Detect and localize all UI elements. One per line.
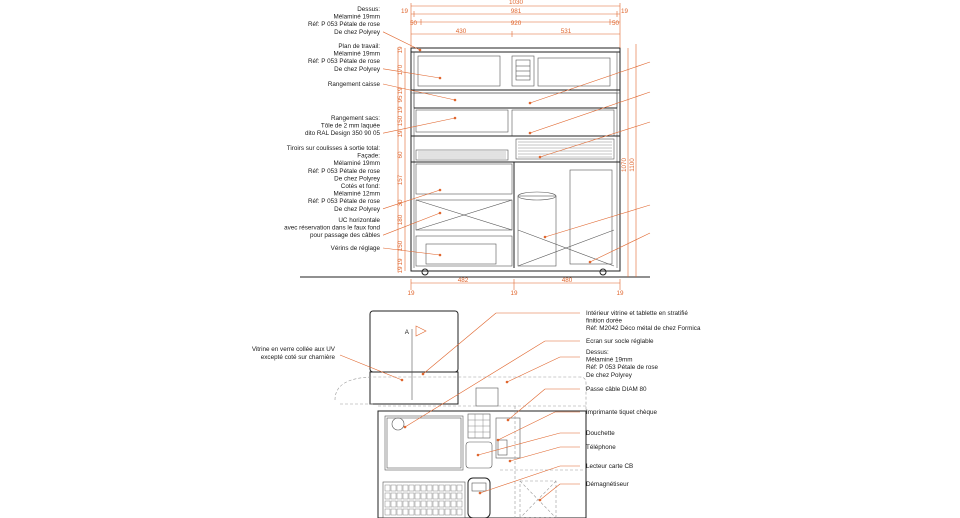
dim-bottom-480: 480 xyxy=(561,277,573,284)
elev-leader-dot-6 xyxy=(439,254,442,257)
elev-label-0-2: Réf: P 053 Pétale de rose xyxy=(308,21,380,29)
dim-left-2: 19 xyxy=(397,87,404,95)
keyboard-key xyxy=(451,501,456,507)
dim-top-19a: 19 xyxy=(400,8,408,15)
dim-top-981: 981 xyxy=(510,8,522,15)
elevation-leaders xyxy=(383,32,456,256)
keyboard-key xyxy=(409,493,414,499)
dim-left-3: 95 xyxy=(397,95,404,103)
elev-leader-dot-2 xyxy=(454,99,457,102)
elev-label-1-2: Réf: P 053 Pétale de rose xyxy=(308,58,380,66)
elev-label-1-3: De chez Polyrey xyxy=(334,65,380,73)
plan-label-2-0: Dessus: xyxy=(586,349,609,356)
keyboard-key xyxy=(409,501,414,507)
foot-right xyxy=(600,269,606,275)
keyboard-key xyxy=(457,509,462,515)
keyboard-key xyxy=(427,485,432,491)
keyboard-key xyxy=(427,493,432,499)
vitrine-label-line-1: excepté coté sur charnière xyxy=(260,354,335,361)
dim-top-1030: 1030 xyxy=(508,0,524,6)
keyboard-key xyxy=(427,509,432,515)
keyboard-key xyxy=(415,493,420,499)
dim-left-5: 150 xyxy=(397,115,404,127)
keyboard-key xyxy=(439,493,444,499)
dim-left-0: 19 xyxy=(397,46,404,54)
keyboard-key xyxy=(439,509,444,515)
plan-label-1-0: Ecran sur socle réglable xyxy=(586,338,654,345)
keyboard-key xyxy=(421,501,426,507)
desk-outline-dashed xyxy=(335,377,586,518)
bag-storage-right xyxy=(512,110,614,136)
keyboard-key xyxy=(457,501,462,507)
dim-left-7: 60 xyxy=(397,151,404,159)
uc-box xyxy=(426,244,496,264)
plan-label-2-1: Mélaminé 19mm xyxy=(586,356,633,364)
keyboard-key xyxy=(421,493,426,499)
plan-label-5-0: Douchette xyxy=(586,430,615,437)
plan-label-7-0: Lecteur carte CB xyxy=(586,463,634,470)
keyboard-key xyxy=(403,501,408,507)
left-dimensions xyxy=(397,46,405,274)
passe-cable-box xyxy=(476,388,498,406)
right-cabinet-door xyxy=(570,170,612,264)
keyboard-key xyxy=(421,485,426,491)
keyboard-key xyxy=(439,485,444,491)
plan-view xyxy=(252,310,701,518)
plan-label-0-2: Réf: M2042 Déco métal de chez Formica xyxy=(586,325,701,333)
dim-top-50b: 50 xyxy=(612,20,620,27)
top-dimensions xyxy=(401,0,629,48)
keyboard-key xyxy=(415,485,420,491)
bin-body xyxy=(518,196,556,266)
elev-leader-dot-5 xyxy=(439,212,442,215)
screen-on-desk xyxy=(418,56,500,86)
keyboard-key xyxy=(451,509,456,515)
dim-left-11: 150 xyxy=(397,240,404,252)
elev-leader-dot-3 xyxy=(454,117,457,120)
keyboard xyxy=(383,482,465,518)
plan-label-0-1: finition dorée xyxy=(586,317,623,325)
drawer-3 xyxy=(416,236,512,266)
right-dimensions xyxy=(621,44,636,277)
keyboard-key xyxy=(403,509,408,515)
dim-bottom-19b: 19 xyxy=(510,290,518,297)
keyboard-key xyxy=(427,501,432,507)
dim-left-1: 170 xyxy=(397,64,404,76)
elev-label-5-1: avec réservation dans le faux fond xyxy=(284,224,380,232)
dim-right-1070: 1070 xyxy=(621,157,628,173)
plan-label-4-0: Imprimante tiquet chèque xyxy=(586,409,658,416)
dim-left-8: 157 xyxy=(397,174,404,186)
keyboard-key xyxy=(409,485,414,491)
elev-label-5-0: UC horizontale xyxy=(338,217,380,224)
elev-label-0-0: Dessus: xyxy=(357,6,380,13)
section-marker-a: A xyxy=(404,329,409,336)
plan-label-2-2: Réf: P 053 Pétale de rose xyxy=(586,364,658,372)
elev-leader-dot-0 xyxy=(419,49,422,52)
keyboard-key xyxy=(403,493,408,499)
bottom-dimensions xyxy=(407,277,624,297)
section-arrow xyxy=(416,326,426,336)
keyboard-key xyxy=(397,485,402,491)
elev-label-3-2: dito RAL Design 350 90 05 xyxy=(304,130,380,138)
keyboard-key xyxy=(445,485,450,491)
keypad-plan xyxy=(468,414,490,438)
keyboard-key xyxy=(391,493,396,499)
elev-label-4-3: Réf: P 053 Pétale de rose xyxy=(308,167,380,175)
elev-label-4-7: Réf: P 053 Pétale de rose xyxy=(308,198,380,206)
drawer-hatch-left xyxy=(416,150,508,160)
keyboard-key xyxy=(457,493,462,499)
elev-leader-dot-4 xyxy=(439,189,442,192)
elev-label-1-1: Mélaminé 19mm xyxy=(333,50,380,58)
dim-left-13: 19 xyxy=(397,266,404,274)
keyboard-key xyxy=(433,501,438,507)
plan-labels xyxy=(586,310,701,488)
card-reader-screen xyxy=(472,483,486,491)
elev-label-0-3: De chez Polyrey xyxy=(334,28,380,36)
plan-label-8-0: Démagnétiseur xyxy=(586,481,629,488)
elev-label-5-2: pour passage des câbles xyxy=(309,232,380,240)
keyboard-key xyxy=(391,509,396,515)
elev-label-3-0: Rangement sacs: xyxy=(330,115,380,122)
keyboard-key xyxy=(385,509,390,515)
keyboard-key xyxy=(445,493,450,499)
keyboard-key xyxy=(397,501,402,507)
dim-left-9: 30 xyxy=(397,199,404,207)
vitrine-label xyxy=(252,346,336,361)
ticket-printer xyxy=(538,58,610,86)
dim-left-10: 180 xyxy=(397,214,404,226)
foot-left xyxy=(422,269,428,275)
elev-leader-2 xyxy=(383,84,455,100)
elev-label-4-1: Façade: xyxy=(357,152,380,160)
plan-label-6-0: Téléphone xyxy=(586,444,616,451)
dim-right-1100: 1100 xyxy=(629,158,636,172)
cable-pass xyxy=(392,418,404,430)
keyboard-key xyxy=(445,509,450,515)
keyboard-key xyxy=(391,501,396,507)
drawer-1 xyxy=(416,164,512,194)
monitor-screen xyxy=(387,418,461,468)
cash-storage xyxy=(414,93,617,108)
dim-bottom-19a: 19 xyxy=(407,290,415,297)
elev-label-4-4: De chez Polyrey xyxy=(334,175,380,183)
keyboard-key xyxy=(415,501,420,507)
keyboard-key xyxy=(385,501,390,507)
keyboard-key xyxy=(385,485,390,491)
keyboard-key xyxy=(397,509,402,515)
keyboard-key xyxy=(457,485,462,491)
plan-label-2-3: De chez Polyrey xyxy=(586,371,632,379)
plan-label-3-0: Passe câble DIAM 80 xyxy=(586,386,647,393)
keyboard-key xyxy=(415,509,420,515)
keyboard-key xyxy=(433,509,438,515)
phone xyxy=(496,418,520,458)
elev-label-4-5: Cotés et fond: xyxy=(340,183,380,190)
dim-bottom-19c: 19 xyxy=(616,290,624,297)
dim-left-4: 19 xyxy=(397,106,404,114)
elev-label-0-1: Mélaminé 19mm xyxy=(333,13,380,21)
keyboard-key xyxy=(385,493,390,499)
keyboard-key xyxy=(433,493,438,499)
dim-top-430: 430 xyxy=(455,28,467,35)
dim-top-50a: 50 xyxy=(410,20,418,27)
elev-label-1-0: Plan de travail: xyxy=(338,43,380,50)
elev-label-6-0: Vérins de réglage xyxy=(330,245,380,252)
plan-label-0-0: Intérieur vitrine et tablette en stratifié xyxy=(586,310,688,317)
dim-left-6: 19 xyxy=(397,130,404,138)
card-reader-plan xyxy=(468,478,490,518)
keyboard-key xyxy=(451,493,456,499)
dim-bottom-482: 482 xyxy=(457,277,469,284)
keyboard-key xyxy=(421,509,426,515)
dim-left-12: 19 xyxy=(397,258,404,266)
vitrine-label-line-0: Vitrine en verre collée aux UV xyxy=(251,346,335,353)
elev-label-2-0: Rangement caisse xyxy=(327,81,380,88)
elev-label-4-8: De chez Polyrey xyxy=(334,205,380,213)
keyboard-key xyxy=(433,485,438,491)
vitrine-top xyxy=(370,311,458,372)
keypad xyxy=(516,60,530,80)
elev-label-4-0: Tiroirs sur coulisses à sortie total: xyxy=(286,145,380,152)
elev-label-4-6: Mélaminé 12mm xyxy=(333,190,380,198)
keyboard-key xyxy=(439,501,444,507)
dim-top-531: 531 xyxy=(560,28,572,35)
keyboard-key xyxy=(451,485,456,491)
elev-label-4-2: Mélaminé 19mm xyxy=(333,160,380,168)
keyboard-key xyxy=(445,501,450,507)
elevation-labels xyxy=(284,6,381,252)
monitor xyxy=(385,416,463,470)
elev-label-3-1: Tôle de 2 mm laquée xyxy=(320,122,380,130)
bag-storage-left xyxy=(416,110,508,132)
dim-top-19b: 19 xyxy=(621,8,629,15)
cabinet-outline xyxy=(411,48,620,271)
keyboard-key xyxy=(397,493,402,499)
elevation-view xyxy=(284,0,650,297)
dim-top-920: 920 xyxy=(510,20,522,27)
keyboard-key xyxy=(409,509,414,515)
keyboard-key xyxy=(403,485,408,491)
elev-leader-dot-1 xyxy=(439,77,442,80)
plan-leaders xyxy=(340,313,580,501)
keyboard-key xyxy=(391,485,396,491)
elev-leader-3 xyxy=(383,118,455,133)
